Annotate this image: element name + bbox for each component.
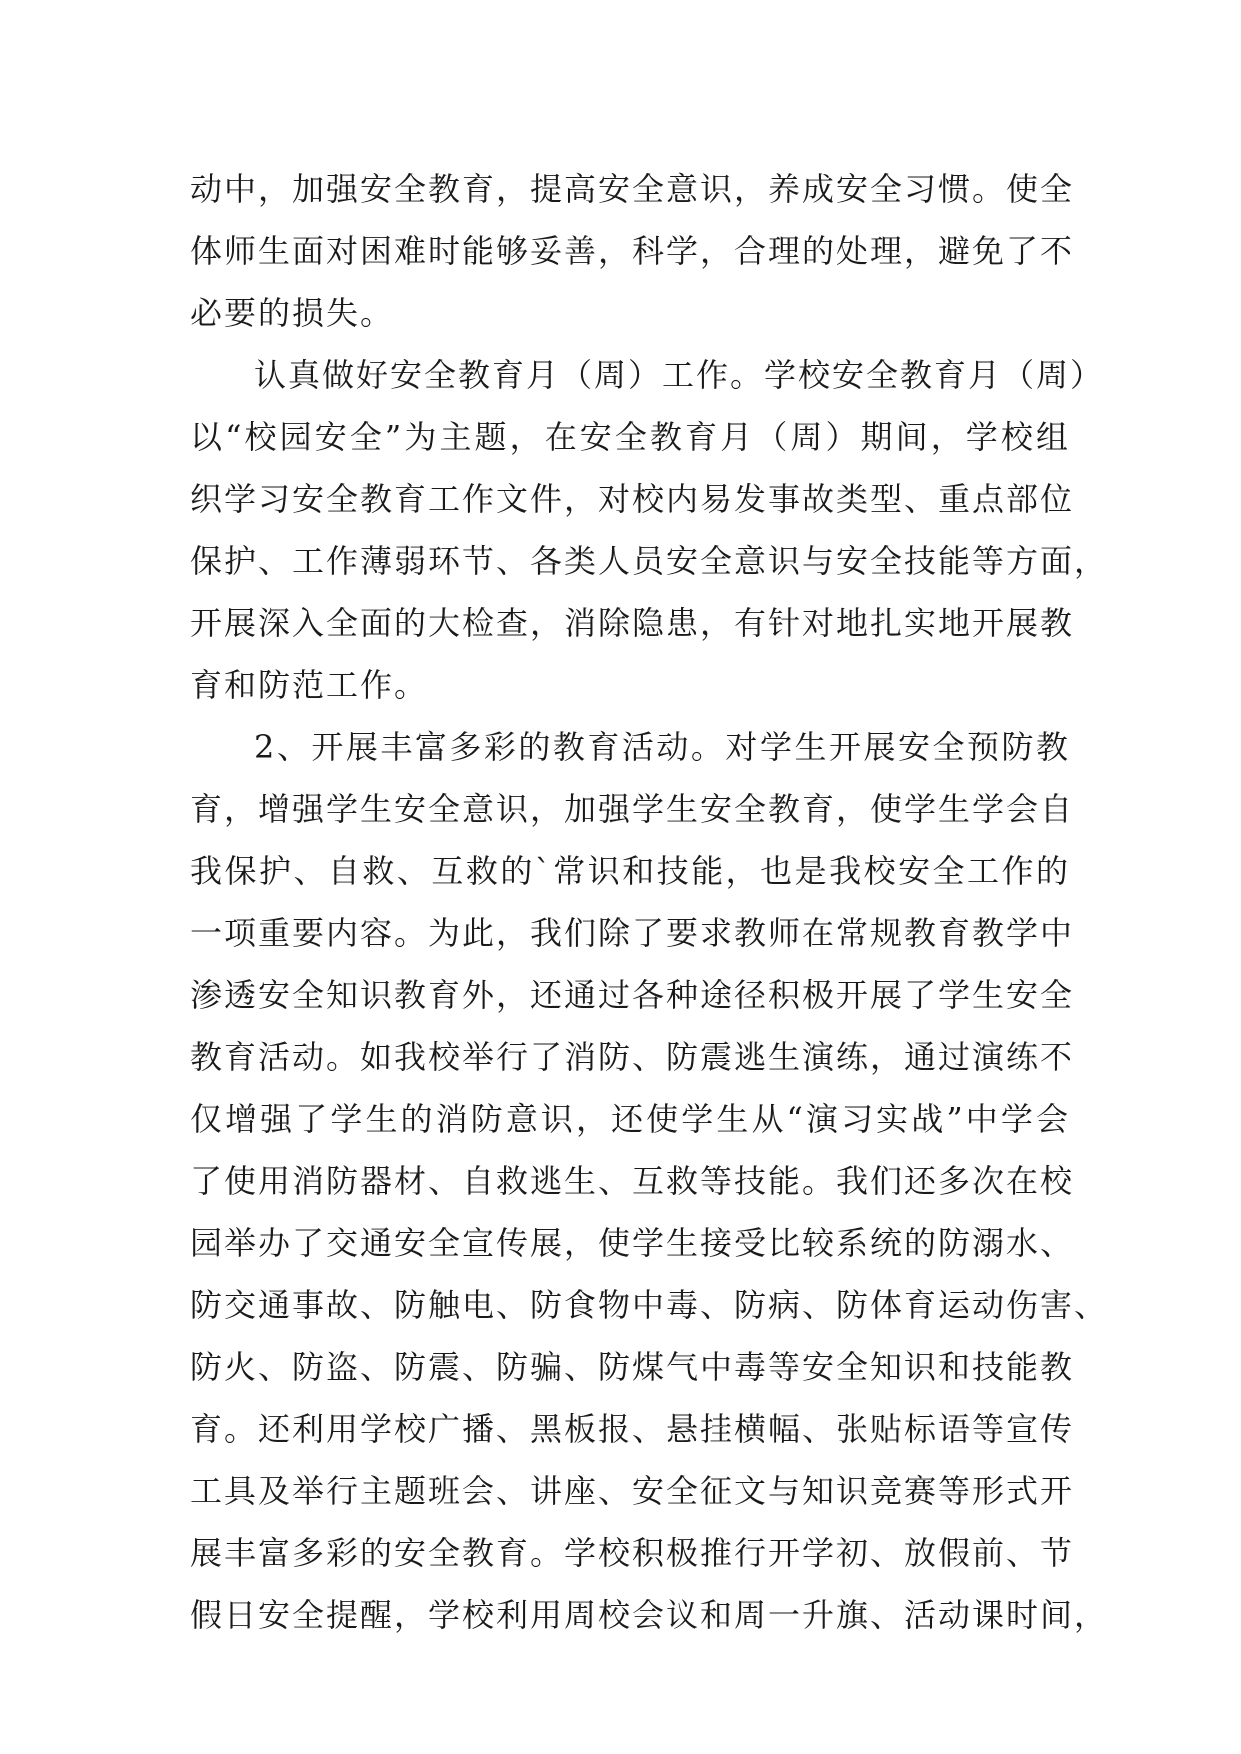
text-line: 一项重要内容。为此，我们除了要求教师在常规教育教学中 xyxy=(190,914,1075,952)
paragraph-first-line: 认真做好安全教育月（周）工作。学校安全教育月（周） xyxy=(254,356,1105,394)
text-line: 展丰富多彩的安全教育。学校积极推行开学初、放假前、节 xyxy=(190,1534,1075,1572)
text-line: 织学习安全教育工作文件，对校内易发事故类型、重点部位 xyxy=(190,480,1075,518)
text-line: 防交通事故、防触电、防食物中毒、防病、防体育运动伤害、 xyxy=(190,1286,1109,1324)
text-line: 体师生面对困难时能够妥善，科学，合理的处理，避免了不 xyxy=(190,232,1075,270)
text-line: 渗透安全知识教育外，还通过各种途径积极开展了学生安全 xyxy=(190,976,1075,1014)
text-line: 防火、防盗、防震、防骗、防煤气中毒等安全知识和技能教 xyxy=(190,1348,1075,1386)
text-line: 了使用消防器材、自救逃生、互救等技能。我们还多次在校 xyxy=(190,1162,1075,1200)
text-line: 工具及举行主题班会、讲座、安全征文与知识竞赛等形式开 xyxy=(190,1472,1075,1510)
text-line: 我保护、自救、互救的`常识和技能，也是我校安全工作的 xyxy=(190,852,1070,890)
text-line: 假日安全提醒，学校利用周校会议和周一升旗、活动课时间， xyxy=(190,1596,1109,1634)
text-line: 仅增强了学生的消防意识，还使学生从“演习实战”中学会 xyxy=(190,1100,1070,1138)
text-line: 必要的损失。 xyxy=(190,294,395,332)
text-line: 以“校园安全”为主题，在安全教育月（周）期间，学校组 xyxy=(190,418,1070,456)
text-line: 保护、工作薄弱环节、各类人员安全意识与安全技能等方面， xyxy=(190,542,1109,580)
text-line: 育和防范工作。 xyxy=(190,666,429,704)
body-text xyxy=(190,158,1109,1646)
text-line: 园举办了交通安全宣传展，使学生接受比较系统的防溺水、 xyxy=(190,1224,1075,1262)
paragraph-first-line: 2、开展丰富多彩的教育活动。对学生开展安全预防教 xyxy=(254,728,1070,766)
text-line: 育，增强学生安全意识，加强学生安全教育，使学生学会自 xyxy=(190,790,1075,828)
text-line: 教育活动。如我校举行了消防、防震逃生演练，通过演练不 xyxy=(190,1038,1075,1076)
text-line: 开展深入全面的大检查，消除隐患，有针对地扎实地开展教 xyxy=(190,604,1075,642)
text-line: 动中，加强安全教育，提高安全意识，养成安全习惯。使全 xyxy=(190,170,1075,208)
text-line: 育。还利用学校广播、黑板报、悬挂横幅、张贴标语等宣传 xyxy=(190,1410,1075,1448)
